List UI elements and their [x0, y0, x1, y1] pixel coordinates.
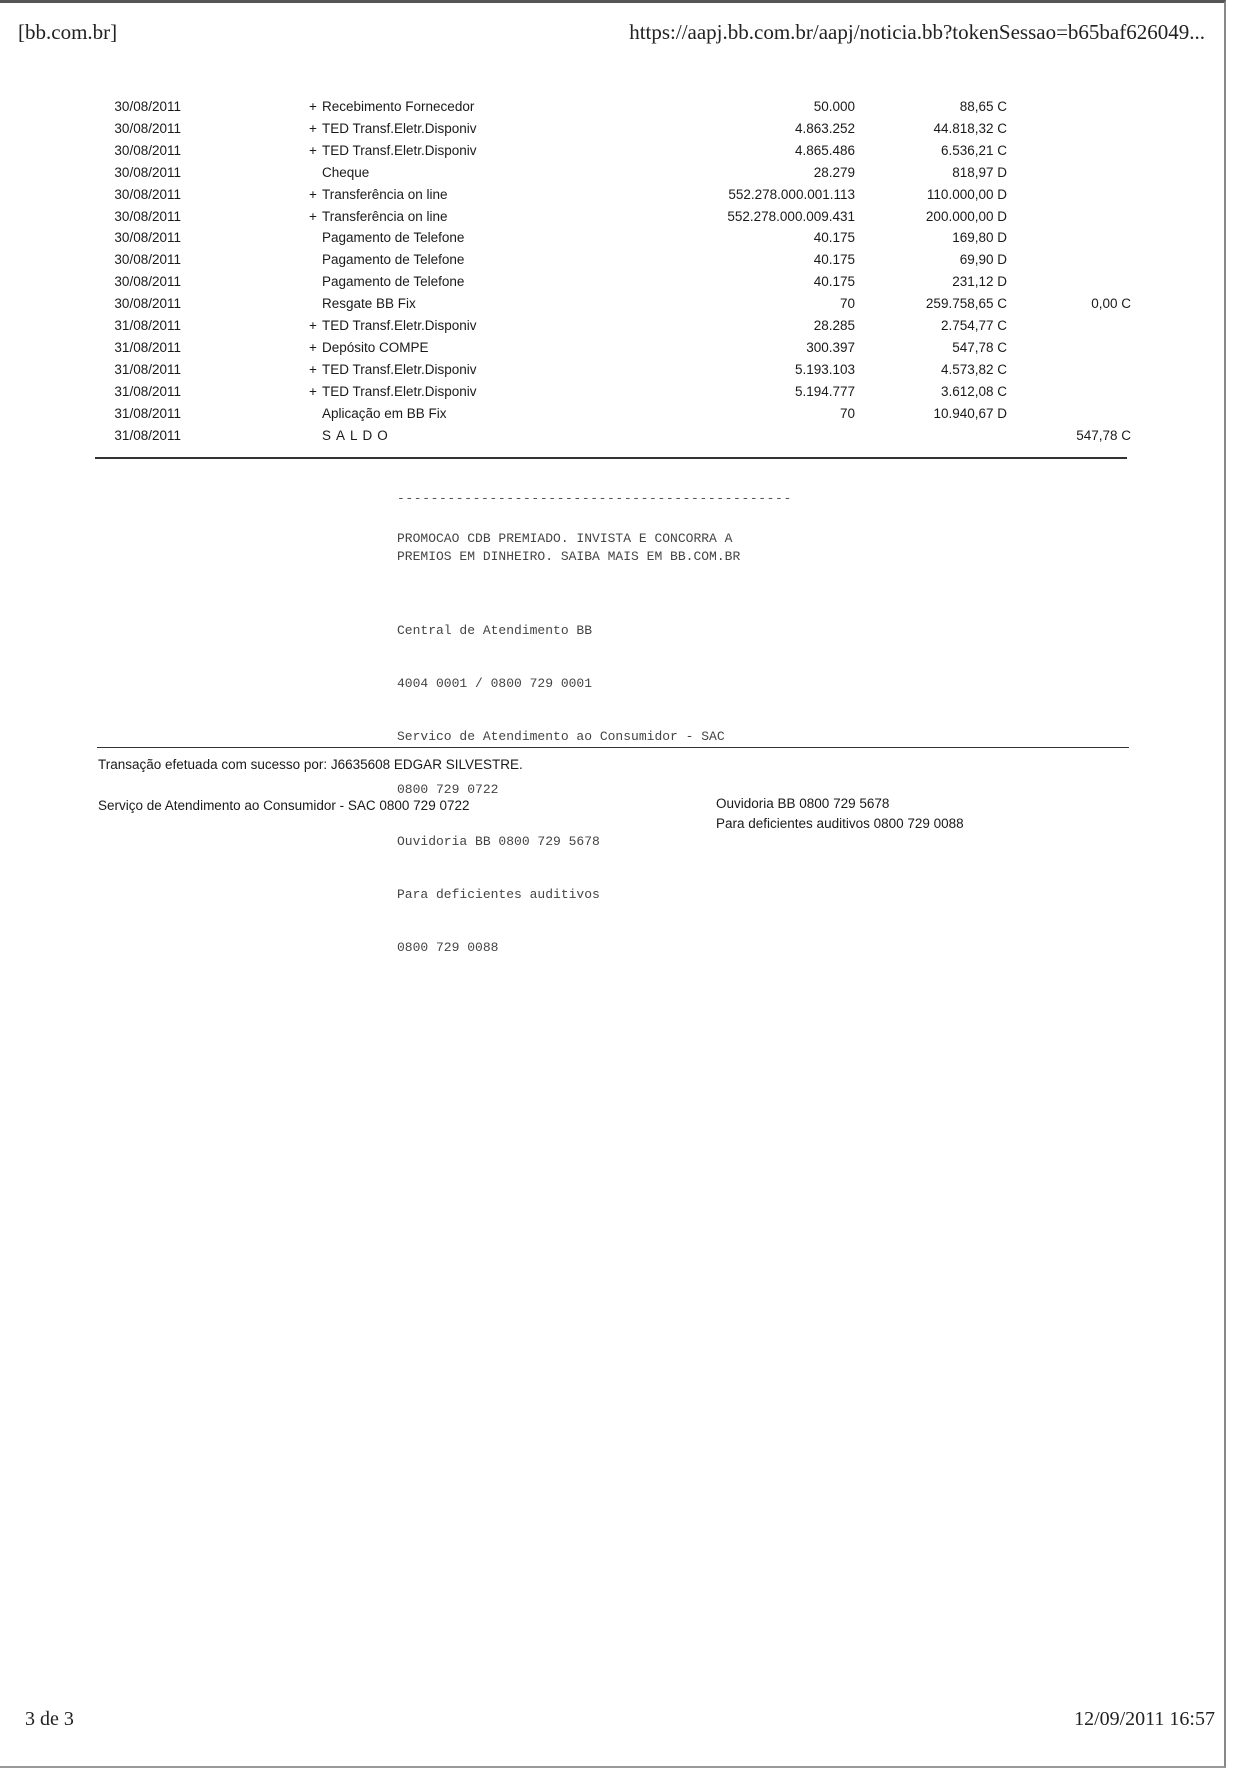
row-value: 169,80 D: [952, 230, 1007, 246]
row-date: 30/08/2011: [114, 164, 181, 180]
row-description: TED Transf.Eletr.Disponiv: [322, 120, 477, 136]
row-date: 31/08/2011: [114, 405, 181, 421]
row-date: 30/08/2011: [114, 274, 181, 290]
row-date: 30/08/2011: [114, 252, 181, 268]
saldo-label-cell: [181, 425, 629, 447]
row-balance: [1007, 140, 1131, 162]
row-date: 31/08/2011: [114, 383, 181, 399]
contact-info: [397, 587, 725, 974]
row-description: TED Transf.Eletr.Disponiv: [322, 318, 477, 334]
row-sign: +: [309, 361, 317, 377]
row-document: 300.397: [806, 339, 855, 355]
sac-info: Serviço de Atendimento ao Consumidor - SAC 0800 729 0722: [98, 798, 470, 813]
statement-body: [95, 96, 1131, 447]
row-document: 28.279: [813, 164, 855, 180]
statement-row: [95, 227, 1131, 249]
promo-line: PROMOCAO CDB PREMIADO. INVISTA E CONCORRA A: [397, 531, 733, 546]
row-description: Pagamento de Telefone: [322, 274, 465, 290]
row-description-cell: [181, 403, 629, 425]
row-value: 10.940,67 D: [933, 405, 1007, 421]
contact-line: Ouvidoria BB 0800 729 5678: [397, 834, 600, 850]
row-document: 40.175: [813, 252, 855, 268]
row-description: Recebimento Fornecedor: [322, 99, 475, 114]
row-description-cell: [181, 249, 629, 271]
row-sign: +: [309, 208, 317, 224]
row-balance: [1007, 118, 1131, 140]
row-date: 30/08/2011: [114, 186, 181, 202]
row-value: 3.612,08 C: [940, 383, 1007, 399]
row-description-cell: [181, 381, 629, 403]
row-description: TED Transf.Eletr.Disponiv: [322, 383, 477, 399]
row-description: Pagamento de Telefone: [322, 230, 465, 246]
statement-row: [95, 162, 1131, 184]
row-date: 30/08/2011: [114, 142, 181, 158]
row-date: 31/08/2011: [114, 361, 181, 377]
page-number: 3 de 3: [25, 1708, 74, 1730]
row-sign: +: [309, 99, 317, 114]
row-description: Depósito COMPE: [322, 339, 429, 355]
statement-row: [95, 403, 1131, 425]
row-description: TED Transf.Eletr.Disponiv: [322, 142, 477, 158]
row-balance: [1007, 96, 1131, 118]
row-document: 5.194.777: [794, 383, 855, 399]
row-balance: [1007, 315, 1131, 337]
table-bottom-rule: [95, 457, 1127, 459]
row-date: 30/08/2011: [114, 99, 181, 114]
row-date: 30/08/2011: [114, 208, 181, 224]
row-document: 552.278.000.001.113: [728, 186, 855, 202]
saldo-date: 31/08/2011: [114, 427, 181, 443]
row-balance: [1007, 206, 1131, 228]
row-description-cell: [181, 162, 629, 184]
saldo-document: [629, 425, 855, 447]
row-sign: +: [309, 318, 317, 334]
statement-row: [95, 315, 1131, 337]
contact-line: 0800 729 0088: [397, 939, 499, 955]
statement-row: [95, 381, 1131, 403]
row-document: 28.285: [813, 318, 855, 334]
row-document: 552.278.000.009.431: [727, 208, 855, 224]
row-sign: +: [309, 383, 317, 399]
contact-line: Para deficientes auditivos: [397, 887, 600, 903]
row-value: 44.818,32 C: [933, 120, 1007, 136]
row-description-cell: [181, 315, 629, 337]
statement-row: [95, 293, 1131, 315]
contact-line: 0800 729 0722: [397, 781, 499, 797]
row-description-cell: [181, 184, 629, 206]
row-description-cell: [181, 227, 629, 249]
statement-row: [95, 140, 1131, 162]
row-document: 50.000: [813, 99, 855, 114]
promo-line: PREMIOS EM DINHEIRO. SAIBA MAIS EM BB.COM.BR: [397, 548, 741, 564]
row-description-cell: [181, 96, 629, 118]
statement-row: [95, 118, 1131, 140]
statement-row: [95, 206, 1131, 228]
row-date: 30/08/2011: [114, 230, 181, 246]
row-description-cell: [181, 293, 629, 315]
row-description: TED Transf.Eletr.Disponiv: [322, 361, 477, 377]
statement-row: [95, 337, 1131, 359]
page-url: https://aapj.bb.com.br/aapj/noticia.bb?tokenSessao=b65baf626049...: [629, 20, 1205, 44]
row-balance: [1007, 249, 1131, 271]
row-date: 31/08/2011: [114, 339, 181, 355]
row-description-cell: [181, 337, 629, 359]
saldo-balance: 547,78 C: [1076, 427, 1131, 443]
row-description: Transferência on line: [322, 208, 448, 224]
row-document: 4.865.486: [794, 142, 855, 158]
contact-line: Central de Atendimento BB: [397, 623, 593, 639]
statement-row: [95, 359, 1131, 381]
saldo-label: SALDO: [322, 427, 393, 443]
saldo-row: [95, 425, 1131, 447]
contact-line: Servico de Atendimento ao Consumidor - SAC: [397, 728, 725, 744]
row-sign: +: [309, 142, 317, 158]
row-value: 6.536,21 C: [940, 142, 1007, 158]
statement-row: [95, 96, 1131, 118]
row-description-cell: [181, 206, 629, 228]
row-value: 69,90 D: [959, 252, 1007, 268]
row-balance: [1007, 271, 1131, 293]
saldo-value: [855, 425, 1007, 447]
row-balance: [1007, 227, 1131, 249]
row-document: 40.175: [813, 274, 855, 290]
row-document: 4.863.252: [794, 120, 855, 136]
ouvidoria-info: [716, 794, 964, 834]
row-description: Pagamento de Telefone: [322, 252, 465, 268]
row-balance: 0,00 C: [1091, 296, 1131, 312]
row-value: 259.758,65 C: [925, 296, 1007, 312]
row-document: 40.175: [813, 230, 855, 246]
print-datetime: 12/09/2011 16:57: [1074, 1708, 1215, 1730]
row-value: 547,78 C: [952, 339, 1007, 355]
row-balance: [1007, 359, 1131, 381]
row-description-cell: [181, 118, 629, 140]
row-value: 4.573,82 C: [940, 361, 1007, 377]
promo-text: [397, 530, 740, 565]
separator-rule: [97, 747, 1129, 748]
row-description-cell: [181, 271, 629, 293]
site-label: [bb.com.br]: [18, 20, 118, 44]
row-value: 818,97 D: [952, 164, 1007, 180]
contact-line: 4004 0001 / 0800 729 0001: [397, 675, 593, 691]
row-balance: [1007, 337, 1131, 359]
row-document: 70: [839, 296, 855, 312]
row-value: 2.754,77 C: [940, 318, 1007, 334]
row-value: 110.000,00 D: [926, 186, 1007, 202]
row-balance: [1007, 381, 1131, 403]
row-document: 5.193.103: [794, 361, 855, 377]
transaction-status: Transação efetuada com sucesso por: J6635608 EDGAR SILVESTRE.: [98, 757, 523, 772]
row-value: 231,12 D: [952, 274, 1007, 290]
row-balance: [1007, 403, 1131, 425]
row-value: 88,65 C: [959, 99, 1007, 114]
statement-row: [95, 184, 1131, 206]
row-value: 200.000,00 D: [925, 208, 1007, 224]
row-date: 30/08/2011: [114, 120, 181, 136]
row-description: Cheque: [322, 164, 370, 180]
row-balance: [1007, 162, 1131, 184]
notice-dash-line: -----------------------------------------------: [397, 491, 792, 506]
ouvidoria-line: Ouvidoria BB 0800 729 5678: [716, 796, 890, 811]
row-description: Transferência on line: [322, 186, 448, 202]
row-description: Resgate BB Fix: [322, 296, 416, 312]
row-date: 31/08/2011: [114, 318, 181, 334]
statement-row: [95, 271, 1131, 293]
row-date: 30/08/2011: [114, 296, 181, 312]
row-sign: +: [309, 186, 317, 202]
deficientes-line: Para deficientes auditivos 0800 729 0088: [716, 816, 964, 831]
statement-row: [95, 249, 1131, 271]
row-sign: +: [309, 339, 317, 355]
statement-table: [95, 96, 1131, 447]
row-document: 70: [839, 405, 855, 421]
row-description: Aplicação em BB Fix: [322, 405, 447, 421]
row-description-cell: [181, 359, 629, 381]
row-sign: +: [309, 120, 317, 136]
row-description-cell: [181, 140, 629, 162]
row-balance: [1007, 184, 1131, 206]
